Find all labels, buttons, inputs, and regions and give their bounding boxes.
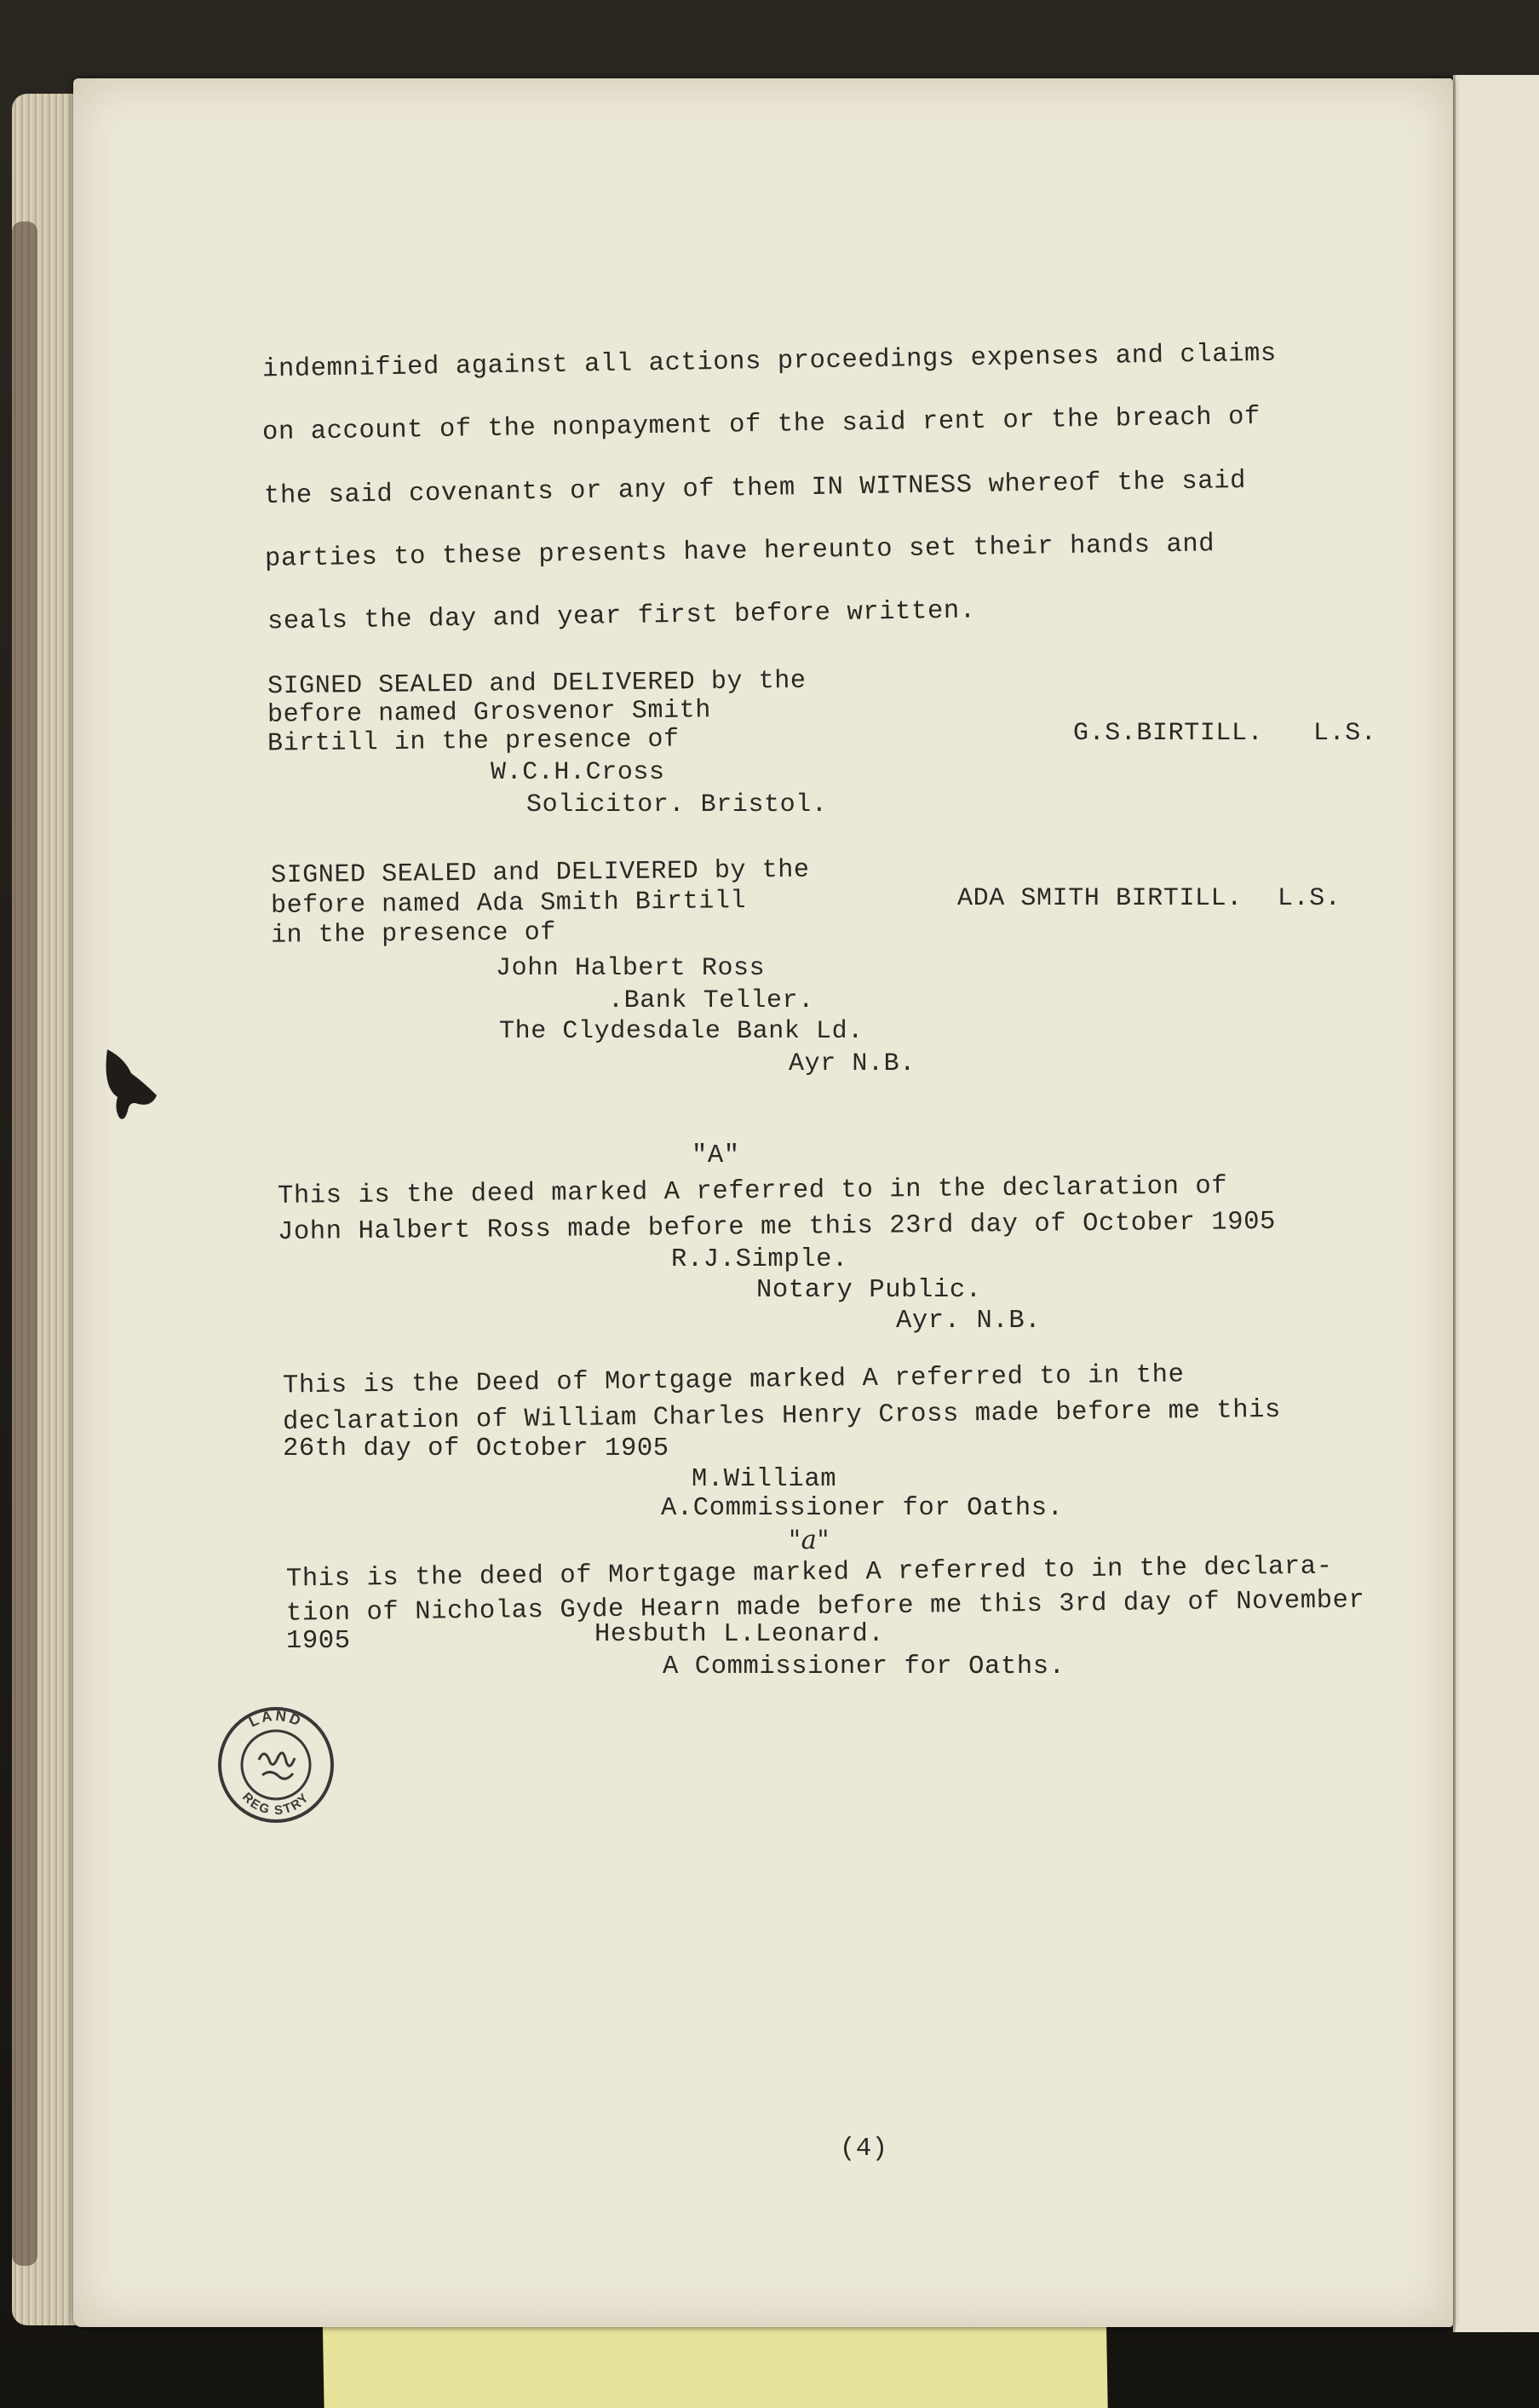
- signature2-seal-mark: L.S.: [1278, 884, 1341, 913]
- exhibit3-year: 1905: [286, 1627, 351, 1656]
- signature2-witness-name: John Halbert Ross: [496, 954, 766, 983]
- exhibit3-officer-title: A Commissioner for Oaths.: [663, 1652, 1065, 1681]
- book-spine-shadow: [12, 221, 37, 2266]
- signature1-witness-title: Solicitor. Bristol.: [526, 790, 828, 819]
- signature2-line-1: SIGNED SEALED and DELIVERED by the: [270, 855, 810, 891]
- exhibit2-line-2: declaration of William Charles Henry Cross made before me this: [282, 1395, 1282, 1438]
- stamp-top-text: LAND: [246, 1707, 306, 1731]
- signature1-seal-mark: L.S.: [1313, 719, 1377, 748]
- paragraph-line-4: parties to these presents have hereunto set their hands and: [264, 530, 1215, 574]
- signature1-line-2: before named Grosvenor Smith: [267, 696, 712, 730]
- stamp-bottom-text: REG STRY: [238, 1790, 313, 1819]
- exhibit1-line-1: This is the deed marked A referred to in the declaration of: [277, 1172, 1228, 1211]
- signature2-signatory: ADA SMITH BIRTILL.: [957, 884, 1243, 913]
- exhibit1-line-2: John Halbert Ross made before me this 23rd day of October 1905: [277, 1207, 1277, 1248]
- ink-blot: [100, 1048, 169, 1141]
- signature2-witness-employer: The Clydesdale Bank Ld.: [499, 1017, 864, 1046]
- signature1-line-1: SIGNED SEALED and DELIVERED by the: [267, 666, 807, 702]
- exhibit2-line-3: 26th day of October 1905: [283, 1434, 669, 1463]
- facing-page-edge: [1453, 75, 1539, 2332]
- exhibit3-line-1: This is the deed of Mortgage marked A referred to in the declara-: [285, 1552, 1333, 1595]
- exhibit3-officer: Hesbuth L.Leonard.: [594, 1620, 885, 1649]
- exhibit3-marker: "a": [789, 1526, 830, 1555]
- signature1-signatory: G.S.BIRTILL.: [1073, 719, 1264, 748]
- paragraph-line-2: on account of the nonpayment of the said rent or the breach of: [261, 402, 1261, 448]
- exhibit2-line-1: This is the Deed of Mortgage marked A referred to in the: [282, 1360, 1185, 1401]
- signature2-witness-title: .Bank Teller.: [608, 986, 814, 1015]
- signature2-witness-place: Ayr N.B.: [789, 1049, 916, 1078]
- signature1-witness-name: W.C.H.Cross: [491, 758, 665, 787]
- document-page: [73, 78, 1453, 2327]
- exhibit1-officer-title: Notary Public.: [756, 1276, 982, 1305]
- signature2-line-2: before named Ada Smith Birtill: [270, 887, 747, 921]
- paragraph-line-5: seals the day and year first before written.: [267, 596, 976, 637]
- exhibit2-officer-title: A.Commissioner for Oaths.: [661, 1494, 1064, 1523]
- land-registry-stamp: [215, 1704, 337, 1826]
- exhibit1-officer: R.J.Simple.: [671, 1245, 848, 1274]
- exhibit1-place: Ayr. N.B.: [896, 1307, 1042, 1336]
- paragraph-line-1: indemnified against all actions proceedings expenses and claims: [261, 339, 1278, 385]
- exhibit3-line-2: tion of Nicholas Gyde Hearn made before me this 3rd day of November: [285, 1586, 1365, 1629]
- page-number: (4): [840, 2135, 888, 2164]
- exhibit2-officer: M.William: [692, 1465, 837, 1494]
- signature1-line-3: Birtill in the presence of: [267, 725, 680, 759]
- paragraph-line-3: the said covenants or any of them IN WITNESS whereof the said: [263, 466, 1247, 512]
- signature2-line-3: in the presence of: [270, 918, 557, 951]
- exhibit1-marker: "A": [692, 1141, 740, 1170]
